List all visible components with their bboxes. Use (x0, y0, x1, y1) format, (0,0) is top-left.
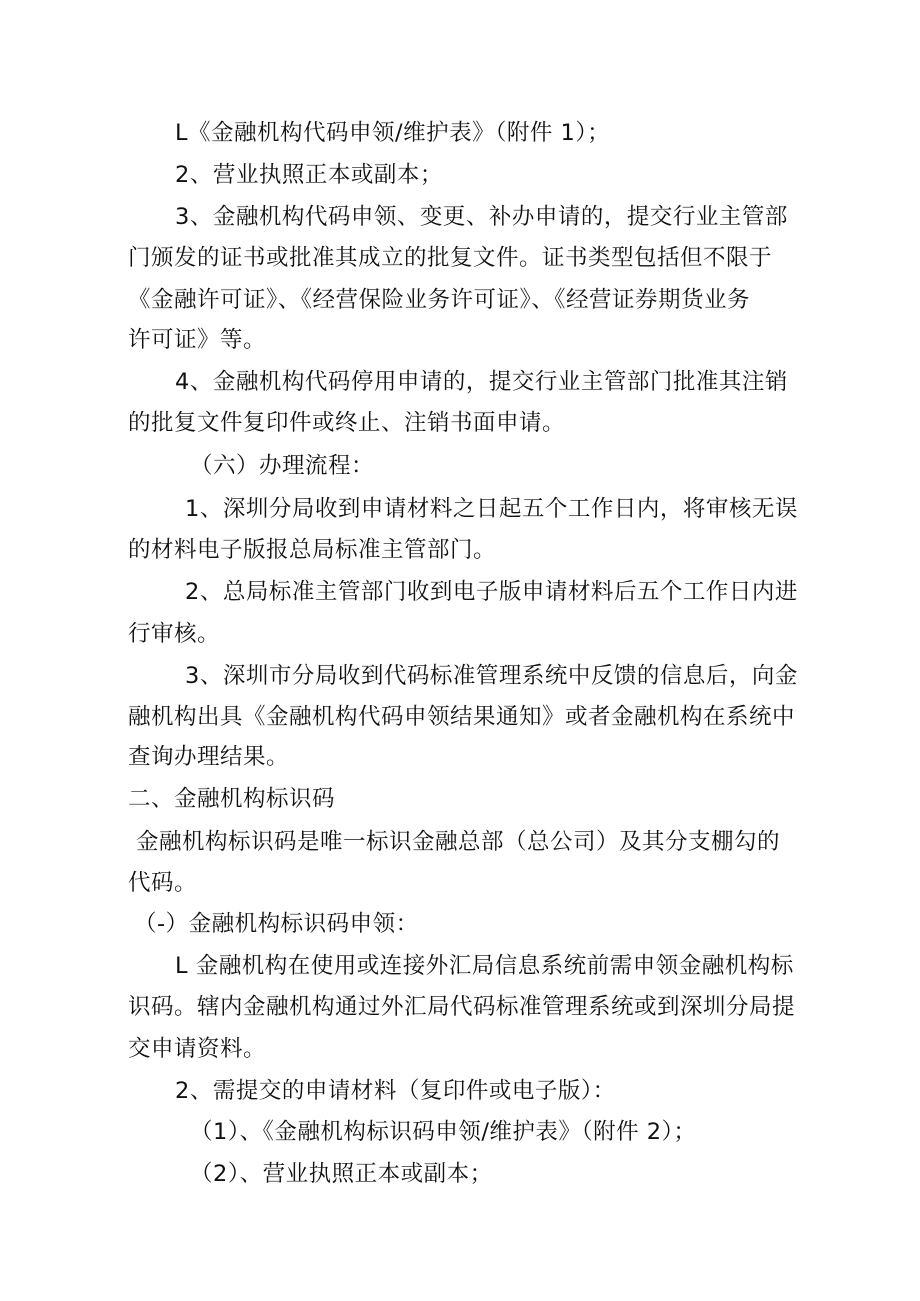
paragraph-line: 代码。 (128, 870, 198, 896)
paragraph-line: 4、金融机构代码停用申请的，提交行业主管部门批准其注销 (175, 369, 788, 395)
paragraph-line: 行审核。 (128, 621, 221, 647)
paragraph-line: 的材料电子版报总局标准主管部门。 (128, 537, 497, 563)
paragraph-line: L 金融机构在使用或连接外汇局信息系统前需申领金融机构标 (175, 953, 794, 979)
list-item: （2）、营业执照正本或副本； (190, 1161, 493, 1187)
paragraph-line: 识码。辖内金融机构通过外汇局代码标准管理系统或到深圳分局提 (128, 994, 796, 1020)
paragraph-line: 融机构出具《金融机构代码申领结果通知》或者金融机构在系统中 (128, 704, 796, 730)
list-item: 2、需提交的申请材料（复印件或电子版）： (175, 1078, 616, 1104)
paragraph-line: 的批复文件复印件或终止、注销书面申请。 (128, 410, 566, 436)
paragraph-line: 金融机构标识码是唯一标识金融总部（总公司）及其分支棚勾的 (136, 829, 781, 855)
subsection-heading: （-）金融机构标识码申领： (134, 911, 419, 937)
section-heading: 二、金融机构标识码 (128, 786, 336, 812)
paragraph-line: 1、深圳分局收到申请材料之日起五个工作日内，将审核无误 (185, 496, 798, 522)
paragraph-line: 2、总局标准主管部门收到电子版申请材料后五个工作日内进 (185, 579, 798, 605)
paragraph-line: 交申请资料。 (128, 1036, 267, 1062)
paragraph-line: 《金融许可证》、《经营保险业务许可证》、《经营证券期货业务 (128, 287, 751, 313)
list-item: 2、营业执照正本或副本； (175, 162, 443, 188)
paragraph-line: 门颁发的证书或批准其成立的批复文件。证书类型包括但不限于 (128, 245, 773, 271)
list-item: （1）、《金融机构标识码申领/维护表》（附件 2）； (190, 1119, 697, 1145)
paragraph-line: 3、金融机构代码申领、变更、补办申请的，提交行业主管部 (175, 204, 788, 230)
paragraph-line: 查询办理结果。 (128, 744, 290, 770)
section-heading: （六）办理流程： (190, 453, 375, 479)
list-item: L《金融机构代码申领/维护表》（附件 1）； (175, 120, 611, 146)
paragraph-line: 3、深圳市分局收到代码标准管理系统中反馈的信息后，向金 (185, 663, 798, 689)
paragraph-line: 许可证》等。 (128, 327, 267, 353)
